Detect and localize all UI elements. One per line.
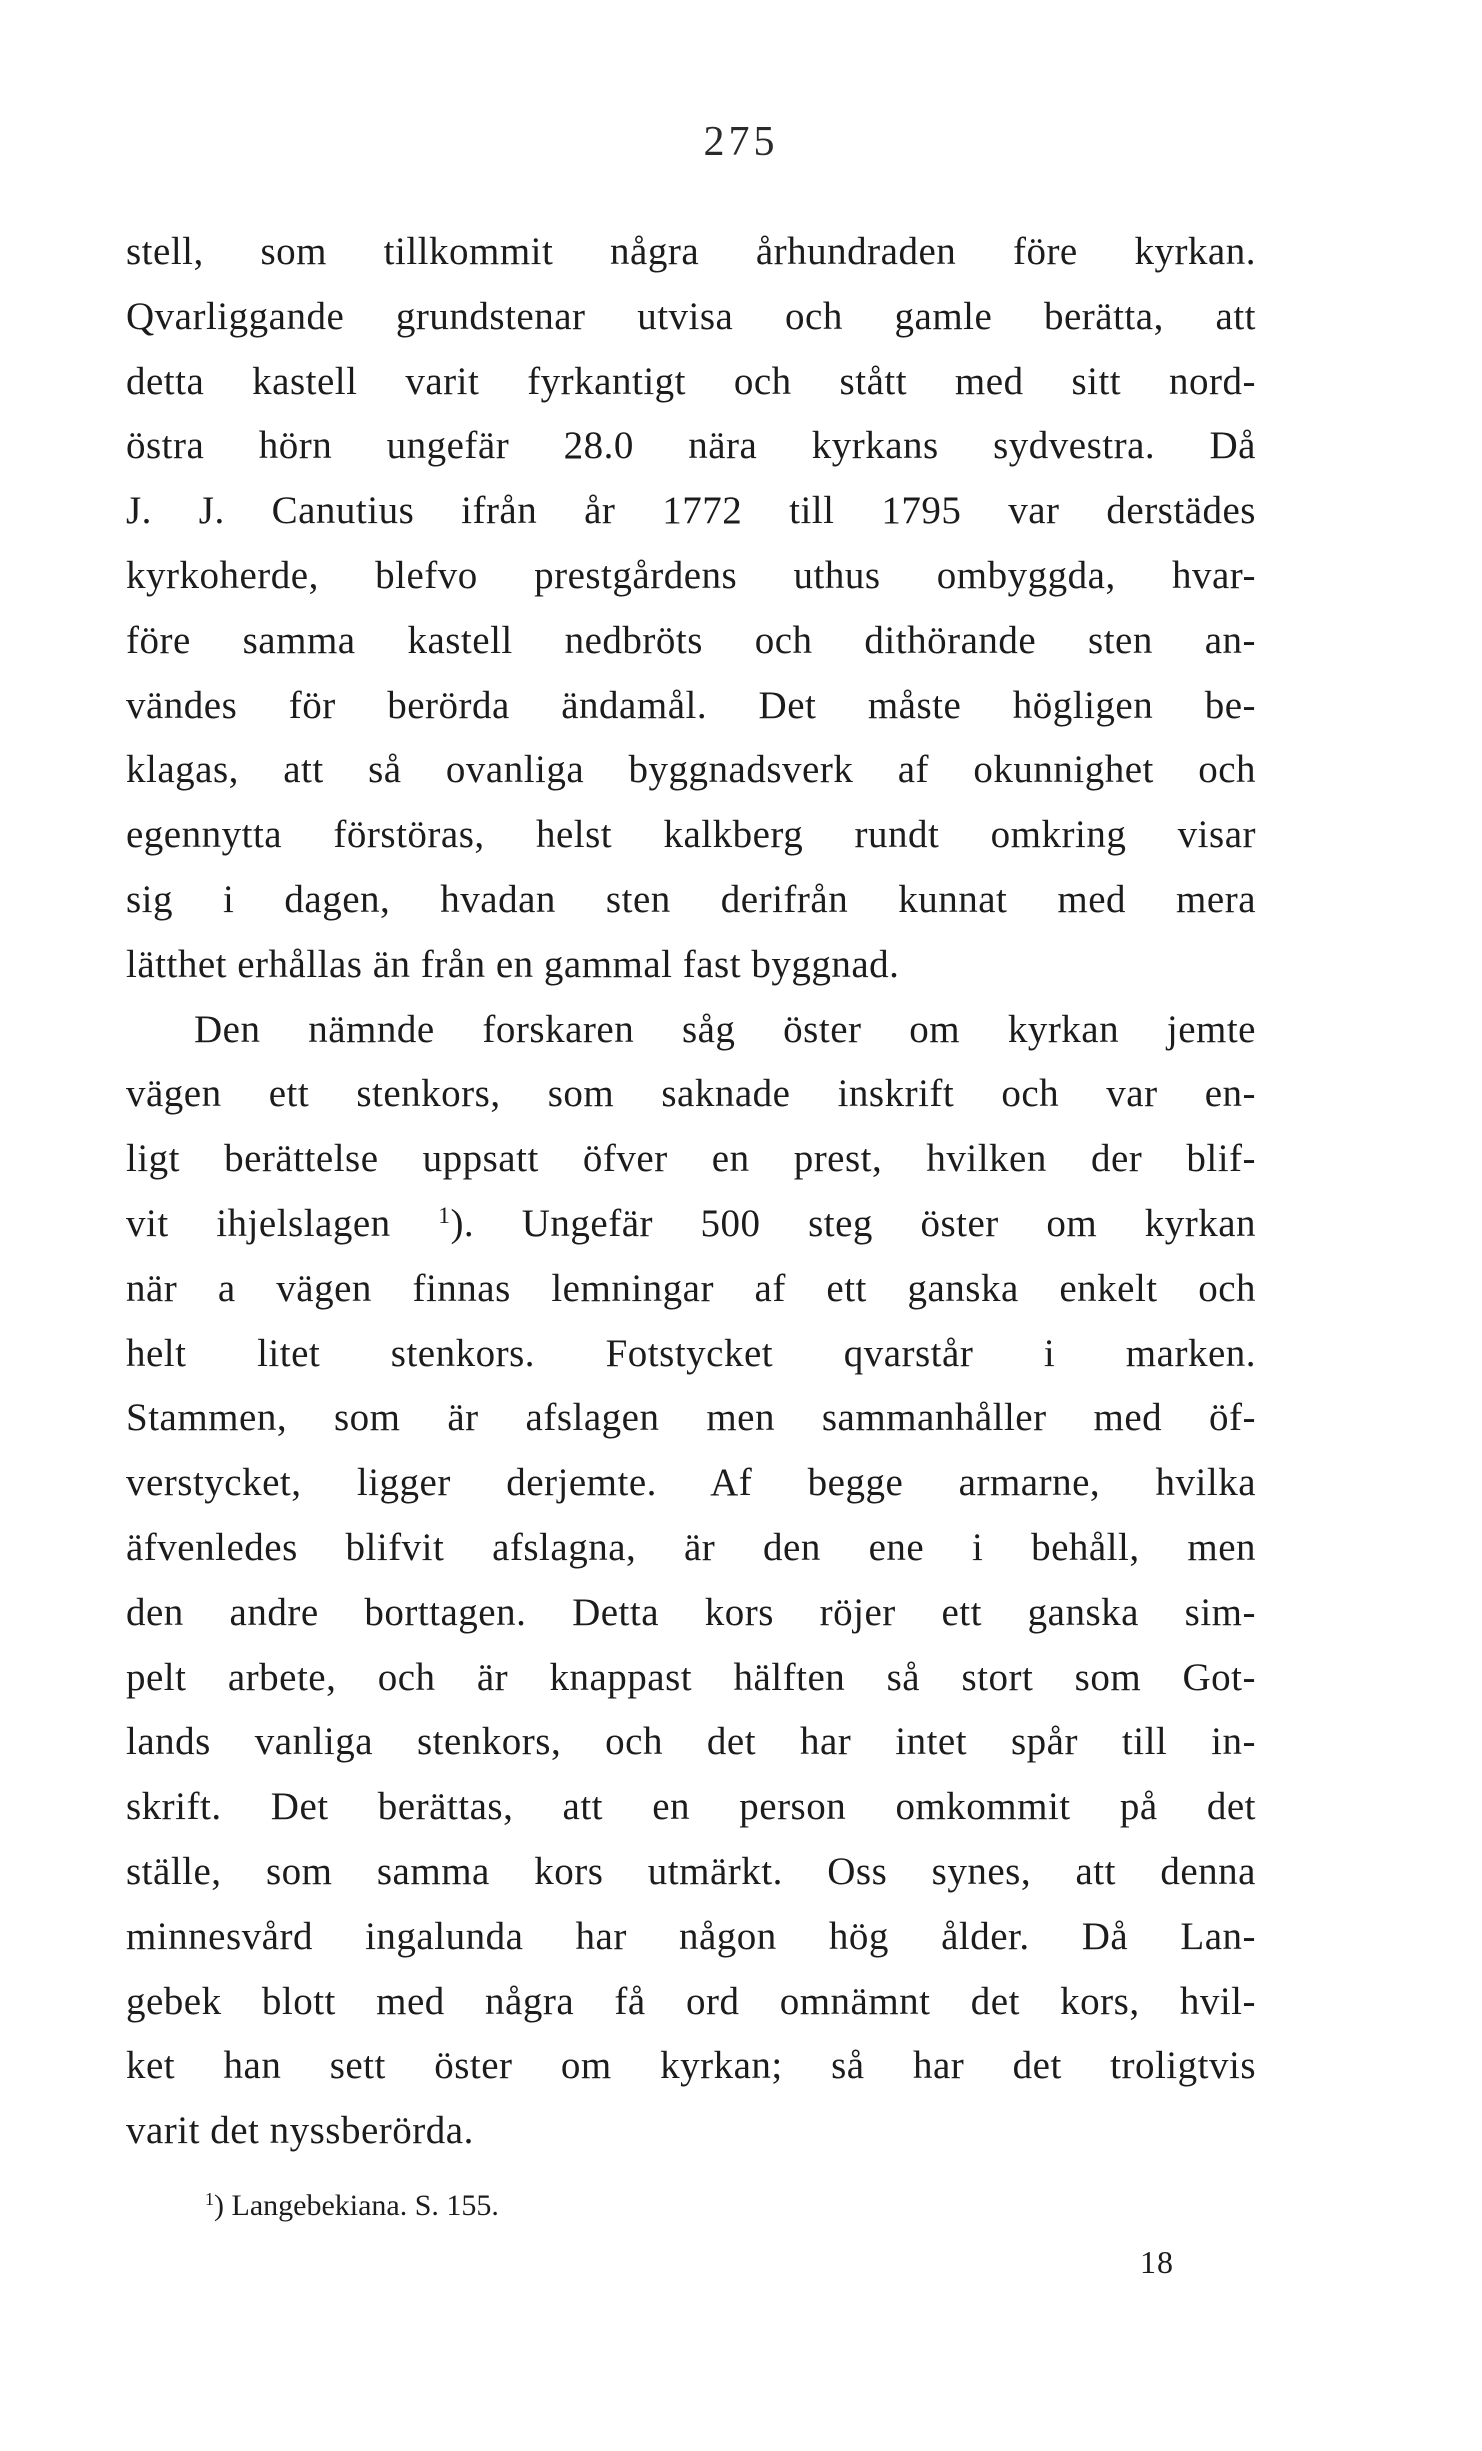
- text-line-18: helt litet stenkors. Fotstycket qvarstår i marken.: [126, 1331, 1256, 1375]
- text-line-12: lätthet erhållas än från en gammal fast byggnad.: [126, 942, 900, 986]
- footnote-text: ) Langebekiana. S. 155.: [214, 2189, 499, 2222]
- text-line-27: minnesvård ingalunda har någon hög ålder. Då Lan-: [126, 1914, 1256, 1958]
- text-line-13: Den nämnde forskaren såg öster om kyrkan jemte: [194, 1007, 1256, 1051]
- page-number: 275: [703, 119, 779, 165]
- text-line-8: vändes för berörda ändamål. Det måste högligen be-: [126, 683, 1256, 727]
- text-line-28: gebek blott med några få ord omnämnt det kors, hvil-: [126, 1979, 1256, 2023]
- text-line-19: Stammen, som är afslagen men sammanhåller med öf-: [126, 1396, 1256, 1440]
- text-line-25: skrift. Det berättas, att en person omkommit på det: [126, 1785, 1256, 1829]
- text-line-22: den andre borttagen. Detta kors röjer ett ganska sim-: [126, 1590, 1256, 1634]
- body-text: [126, 220, 1256, 2164]
- text-line-16: [126, 1192, 1256, 1257]
- signature-mark: 18: [1140, 2244, 1174, 2280]
- text-line-14: vägen ett stenkors, som saknade inskrift och var en-: [126, 1072, 1256, 1116]
- text-line-1: stell, som tillkommit några århundraden före kyrkan.: [126, 230, 1256, 273]
- text-line-29: ket han sett öster om kyrkan; så har det troligtvis: [126, 2044, 1256, 2088]
- text-line-10: egennytta förstöras, helst kalkberg rundt omkring visar: [126, 813, 1256, 857]
- text-line-26: ställe, som samma kors utmärkt. Oss synes, att denna: [126, 1849, 1256, 1893]
- text-line-17: när a vägen finnas lemningar af ett ganska enkelt och: [126, 1266, 1256, 1310]
- text-line-16-start: vit ihjelslagen: [126, 1201, 391, 1245]
- text-line-23: pelt arbete, och är knappast hälften så stort som Got-: [126, 1655, 1256, 1699]
- text-line-7: före samma kastell nedbröts och dithörande sten an-: [126, 618, 1256, 662]
- footnote-ref: 1: [438, 1203, 451, 1230]
- text-line-6: kyrkoherde, blefvo prestgårdens uthus ombyggda, hvar-: [126, 553, 1256, 597]
- text-line-11: sig i dagen, hvadan sten derifrån kunnat med mera: [126, 877, 1256, 921]
- text-line-20: verstycket, ligger derjemte. Af begge armarne, hvilka: [126, 1461, 1256, 1505]
- text-line-2: Qvarliggande grundstenar utvisa och gamle berätta, att: [126, 294, 1256, 338]
- text-line-3: detta kastell varit fyrkantigt och stått med sitt nord-: [126, 359, 1256, 403]
- footnote: [205, 2186, 499, 2226]
- text-line-30: varit det nyssberörda.: [126, 2109, 474, 2153]
- text-line-15: ligt berättelse uppsatt öfver en prest, hvilken der blif-: [126, 1137, 1256, 1181]
- text-line-16-end: ). Ungefär 500 steg öster om kyrkan: [450, 1201, 1257, 1245]
- footnote-marker: 1: [205, 2189, 214, 2210]
- text-line-21: äfvenledes blifvit afslagna, är den ene i behåll, men: [126, 1525, 1256, 1569]
- text-line-9: klagas, att så ovanliga byggnadsverk af okunnighet och: [126, 748, 1256, 792]
- text-line-24: lands vanliga stenkors, och det har intet spår till in-: [126, 1720, 1256, 1764]
- text-line-5: J. J. Canutius ifrån år 1772 till 1795 var derstädes: [126, 489, 1256, 533]
- text-line-4: östra hörn ungefär 28.0 nära kyrkans sydvestra. Då: [126, 424, 1256, 468]
